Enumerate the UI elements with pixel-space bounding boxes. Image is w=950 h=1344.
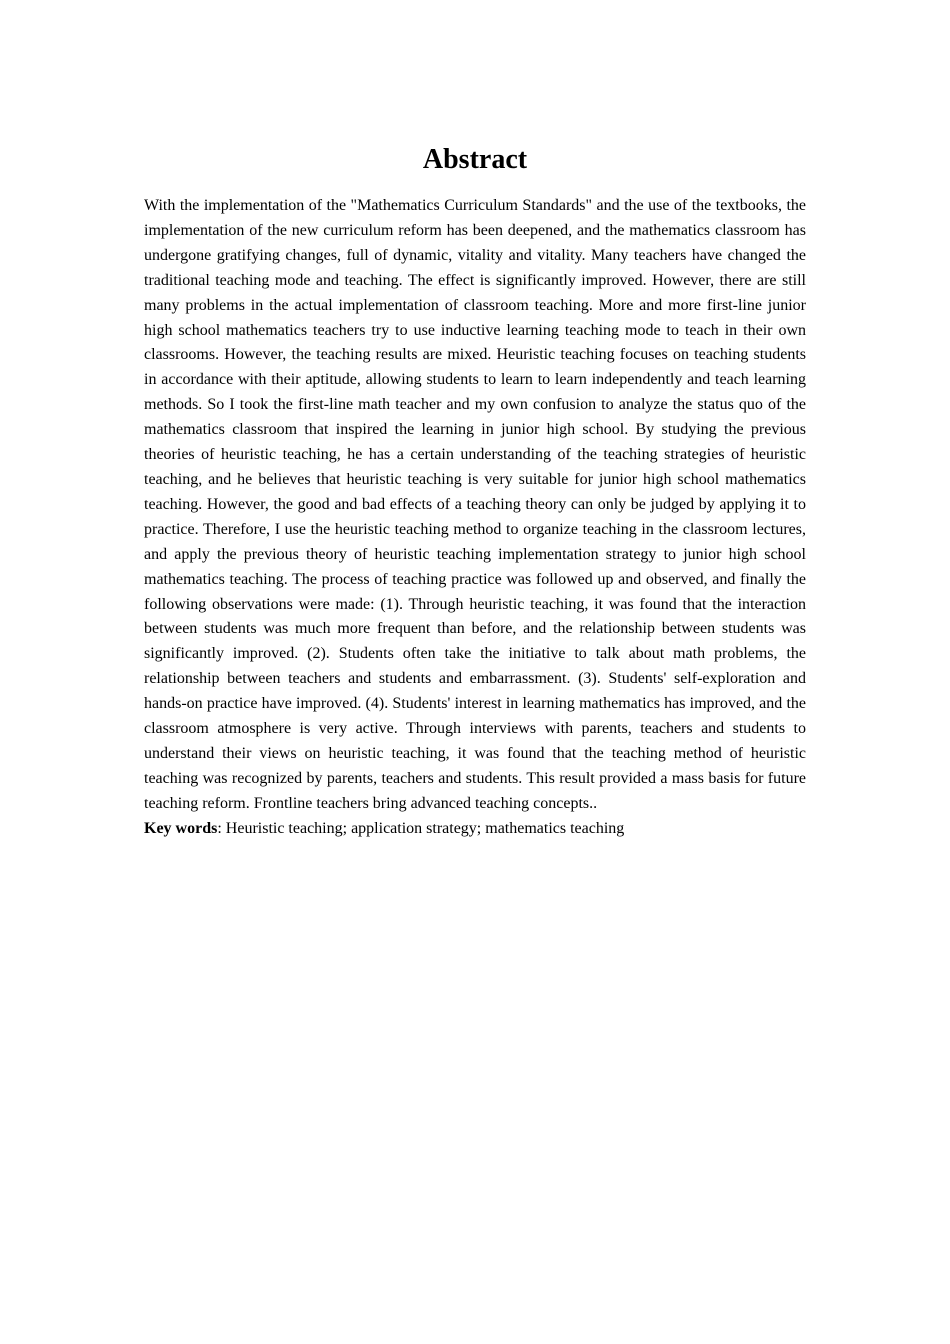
keywords-line bbox=[144, 817, 806, 842]
abstract-body: With the implementation of the "Mathematics Curriculum Standards" and the use of the textbooks, the implementation of the new curriculum reform has been deepened, and the mathematics classroom has undergone gratifying changes, full of dynamic, vitality and vitality. Many teachers have changed the traditional teaching mode and teaching. The effect is significantly improved. However, there are still many problems in the actual implementation of classroom teaching. More and more first-line junior high school mathematics teachers try to use inductive learning teaching mode to teach in their own classrooms. However, the teaching results are mixed. Heuristic teaching focuses on teaching students in accordance with their aptitude, allowing students to learn to learn independently and teach learning methods. So I took the first-line math teacher and my own confusion to analyze the status quo of the mathematics classroom that inspired the learning in junior high school. By studying the previous theories of heuristic teaching, he has a certain understanding of the teaching strategies of heuristic teaching, and he believes that heuristic teaching is very suitable for junior high school mathematics teaching. However, the good and bad effects of a teaching theory can only be judged by applying it to practice. Therefore, I use the heuristic teaching method to organize teaching in the classroom lectures, and apply the previous theory of heuristic teaching implementation strategy to junior high school mathematics teaching. The process of teaching practice was followed up and observed, and finally the following observations were made: (1). Through heuristic teaching, it was found that the interaction between students was much more frequent than before, and the relationship between students was significantly improved. (2). Students often take the initiative to talk about math problems, the relationship between teachers and students and embarrassment. (3). Students' self-exploration and hands-on practice have improved. (4). Students' interest in learning mathematics has improved, and the classroom atmosphere is very active. Through interviews with parents, teachers and students to understand their views on heuristic teaching, it was found that the teaching method of heuristic teaching was recognized by parents, teachers and students. This result provided a mass basis for future teaching reform. Frontline teachers bring advanced teaching concepts.. bbox=[144, 197, 806, 812]
page-title: Abstract bbox=[422, 144, 528, 175]
keywords-label: Key words bbox=[144, 819, 218, 837]
keywords-text: Heuristic teaching; application strategy; mathematics teaching bbox=[225, 819, 625, 837]
keywords-separator: : bbox=[217, 819, 226, 837]
abstract-page bbox=[144, 140, 806, 842]
